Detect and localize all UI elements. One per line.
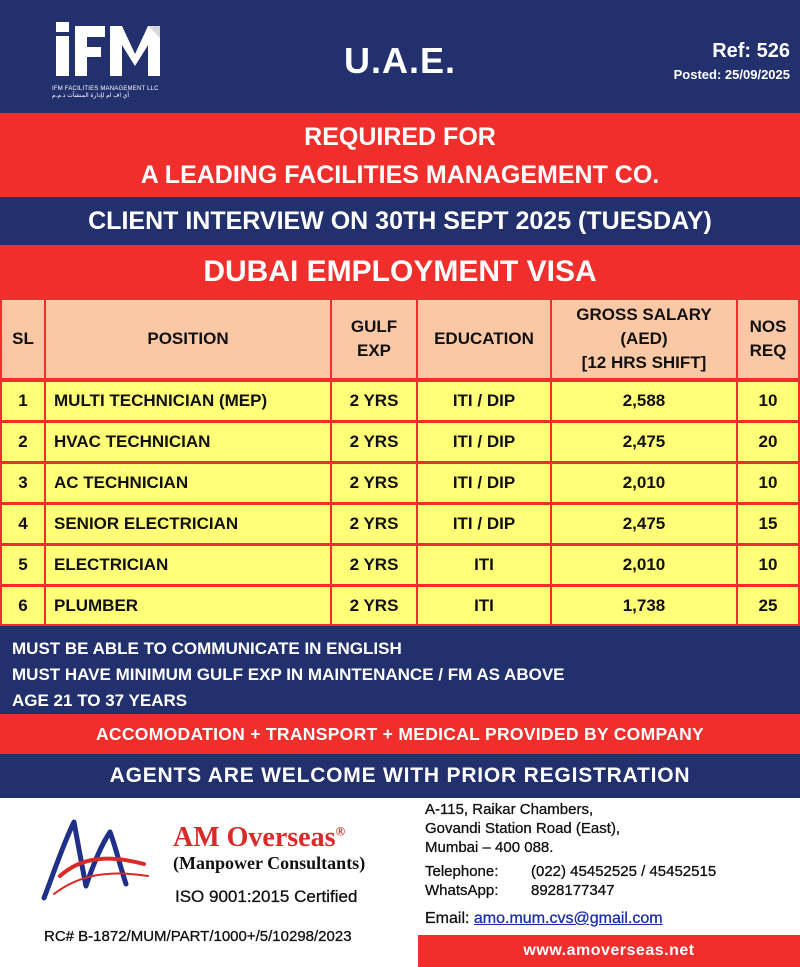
header-gulf-exp-line1: GULF [350, 317, 398, 336]
header-gross-salary [552, 300, 736, 378]
whatsapp-label: WhatsApp: [425, 882, 499, 899]
office-address [425, 800, 620, 857]
required-line-1: REQUIRED FOR [304, 123, 496, 151]
positions-table [0, 298, 800, 626]
company-name [173, 822, 345, 854]
footer [0, 798, 800, 967]
row-1-sl: 1 [2, 382, 44, 420]
row-3-sl: 3 [2, 464, 44, 502]
header-nos-req [738, 300, 798, 378]
row-2-position: HVAC TECHNICIAN [46, 423, 330, 461]
row-3-position: AC TECHNICIAN [46, 464, 330, 502]
row-5-education: ITI [418, 546, 550, 584]
header-education: EDUCATION [418, 300, 550, 378]
header-salary-line2: (AED) [620, 329, 668, 348]
row-2-sl: 2 [2, 423, 44, 461]
requirements-list [0, 626, 800, 714]
row-6-exp: 2 YRS [332, 587, 416, 624]
interview-banner: CLIENT INTERVIEW ON 30TH SEPT 2025 (TUESDAY) [0, 197, 800, 245]
header-nos-line2: REQ [749, 341, 787, 360]
whatsapp-value: 8928177347 [531, 882, 615, 899]
agents-banner: AGENTS ARE WELCOME WITH PRIOR REGISTRATION [0, 754, 800, 798]
requirement-item: MUST BE ABLE TO COMMUNICATE IN ENGLISH [12, 639, 402, 658]
reference-number: Ref: 526 [712, 40, 790, 62]
row-6-sl: 6 [2, 587, 44, 624]
row-5-salary: 2,010 [552, 546, 736, 584]
row-4-salary: 2,475 [552, 505, 736, 543]
header-gulf-exp [332, 300, 416, 378]
iso-certification: ISO 9001:2015 Certified [175, 887, 358, 906]
row-5-exp: 2 YRS [332, 546, 416, 584]
posted-date: Posted: 25/09/2025 [673, 67, 790, 82]
registration-number: RC# B-1872/MUM/PART/1000+/5/10298/2023 [44, 928, 352, 945]
visa-banner: DUBAI EMPLOYMENT VISA [0, 245, 800, 298]
row-1-exp: 2 YRS [332, 382, 416, 420]
row-4-exp: 2 YRS [332, 505, 416, 543]
row-5-nos: 10 [738, 546, 798, 584]
registered-mark: ® [335, 823, 346, 839]
email-label: Email: [425, 910, 470, 927]
address-line: A-115, Raikar Chambers, [425, 801, 594, 818]
row-3-salary: 2,010 [552, 464, 736, 502]
row-1-salary: 2,588 [552, 382, 736, 420]
am-overseas-logo-icon [40, 814, 152, 904]
telephone-value: (022) 45452525 / 45452515 [531, 863, 717, 880]
header [0, 0, 800, 113]
row-2-salary: 2,475 [552, 423, 736, 461]
header-position: POSITION [46, 300, 330, 378]
row-1-position: MULTI TECHNICIAN (MEP) [46, 382, 330, 420]
company-subtitle: (Manpower Consultants) [173, 853, 366, 873]
row-2-exp: 2 YRS [332, 423, 416, 461]
header-salary-line3: [12 HRS SHIFT] [581, 353, 707, 372]
row-4-education: ITI / DIP [418, 505, 550, 543]
telephone-label: Telephone: [425, 863, 499, 880]
whatsapp-row [425, 881, 716, 900]
row-5-position: ELECTRICIAN [46, 546, 330, 584]
requirement-item: MUST HAVE MINIMUM GULF EXP IN MAINTENANCE / FM AS ABOVE [12, 665, 565, 684]
row-6-salary: 1,738 [552, 587, 736, 624]
row-1-education: ITI / DIP [418, 382, 550, 420]
logo-subtitle [52, 86, 182, 100]
logo-subtitle-en: IFM FACILITIES MANAGEMENT LLC [52, 86, 159, 92]
required-banner [0, 113, 800, 197]
row-2-education: ITI / DIP [418, 423, 550, 461]
row-3-education: ITI / DIP [418, 464, 550, 502]
row-2-nos: 20 [738, 423, 798, 461]
row-6-position: PLUMBER [46, 587, 330, 624]
row-4-sl: 4 [2, 505, 44, 543]
row-4-nos: 15 [738, 505, 798, 543]
header-salary-line1: GROSS SALARY [576, 305, 712, 324]
header-sl: SL [2, 300, 44, 378]
row-4-position: SENIOR ELECTRICIAN [46, 505, 330, 543]
row-6-education: ITI [418, 587, 550, 624]
address-line: Mumbai – 400 088. [425, 839, 554, 856]
row-6-nos: 25 [738, 587, 798, 624]
email-link[interactable]: amo.mum.cvs@gmail.com [473, 910, 663, 927]
required-line-2: A LEADING FACILITIES MANAGEMENT CO. [140, 161, 660, 189]
row-1-nos: 10 [738, 382, 798, 420]
row-3-nos: 10 [738, 464, 798, 502]
benefits-banner: ACCOMODATION + TRANSPORT + MEDICAL PROVIDED BY COMPANY [0, 714, 800, 754]
row-3-exp: 2 YRS [332, 464, 416, 502]
address-line: Govandi Station Road (East), [425, 820, 621, 837]
company-name-text: AM Overseas [173, 822, 336, 853]
country-title: U.A.E. [343, 40, 456, 81]
row-5-sl: 5 [2, 546, 44, 584]
requirement-item: AGE 21 TO 37 YEARS [12, 691, 188, 710]
contact-details [425, 862, 716, 900]
header-gulf-exp-line2: EXP [356, 341, 392, 360]
telephone-row [425, 862, 716, 881]
logo-subtitle-ar: آي اف ام لإدارة المنشآت ذ.م.م [52, 93, 130, 99]
email-row [425, 910, 663, 928]
website-link[interactable]: www.amoverseas.net [418, 935, 800, 967]
header-nos-line1: NOS [749, 317, 787, 336]
